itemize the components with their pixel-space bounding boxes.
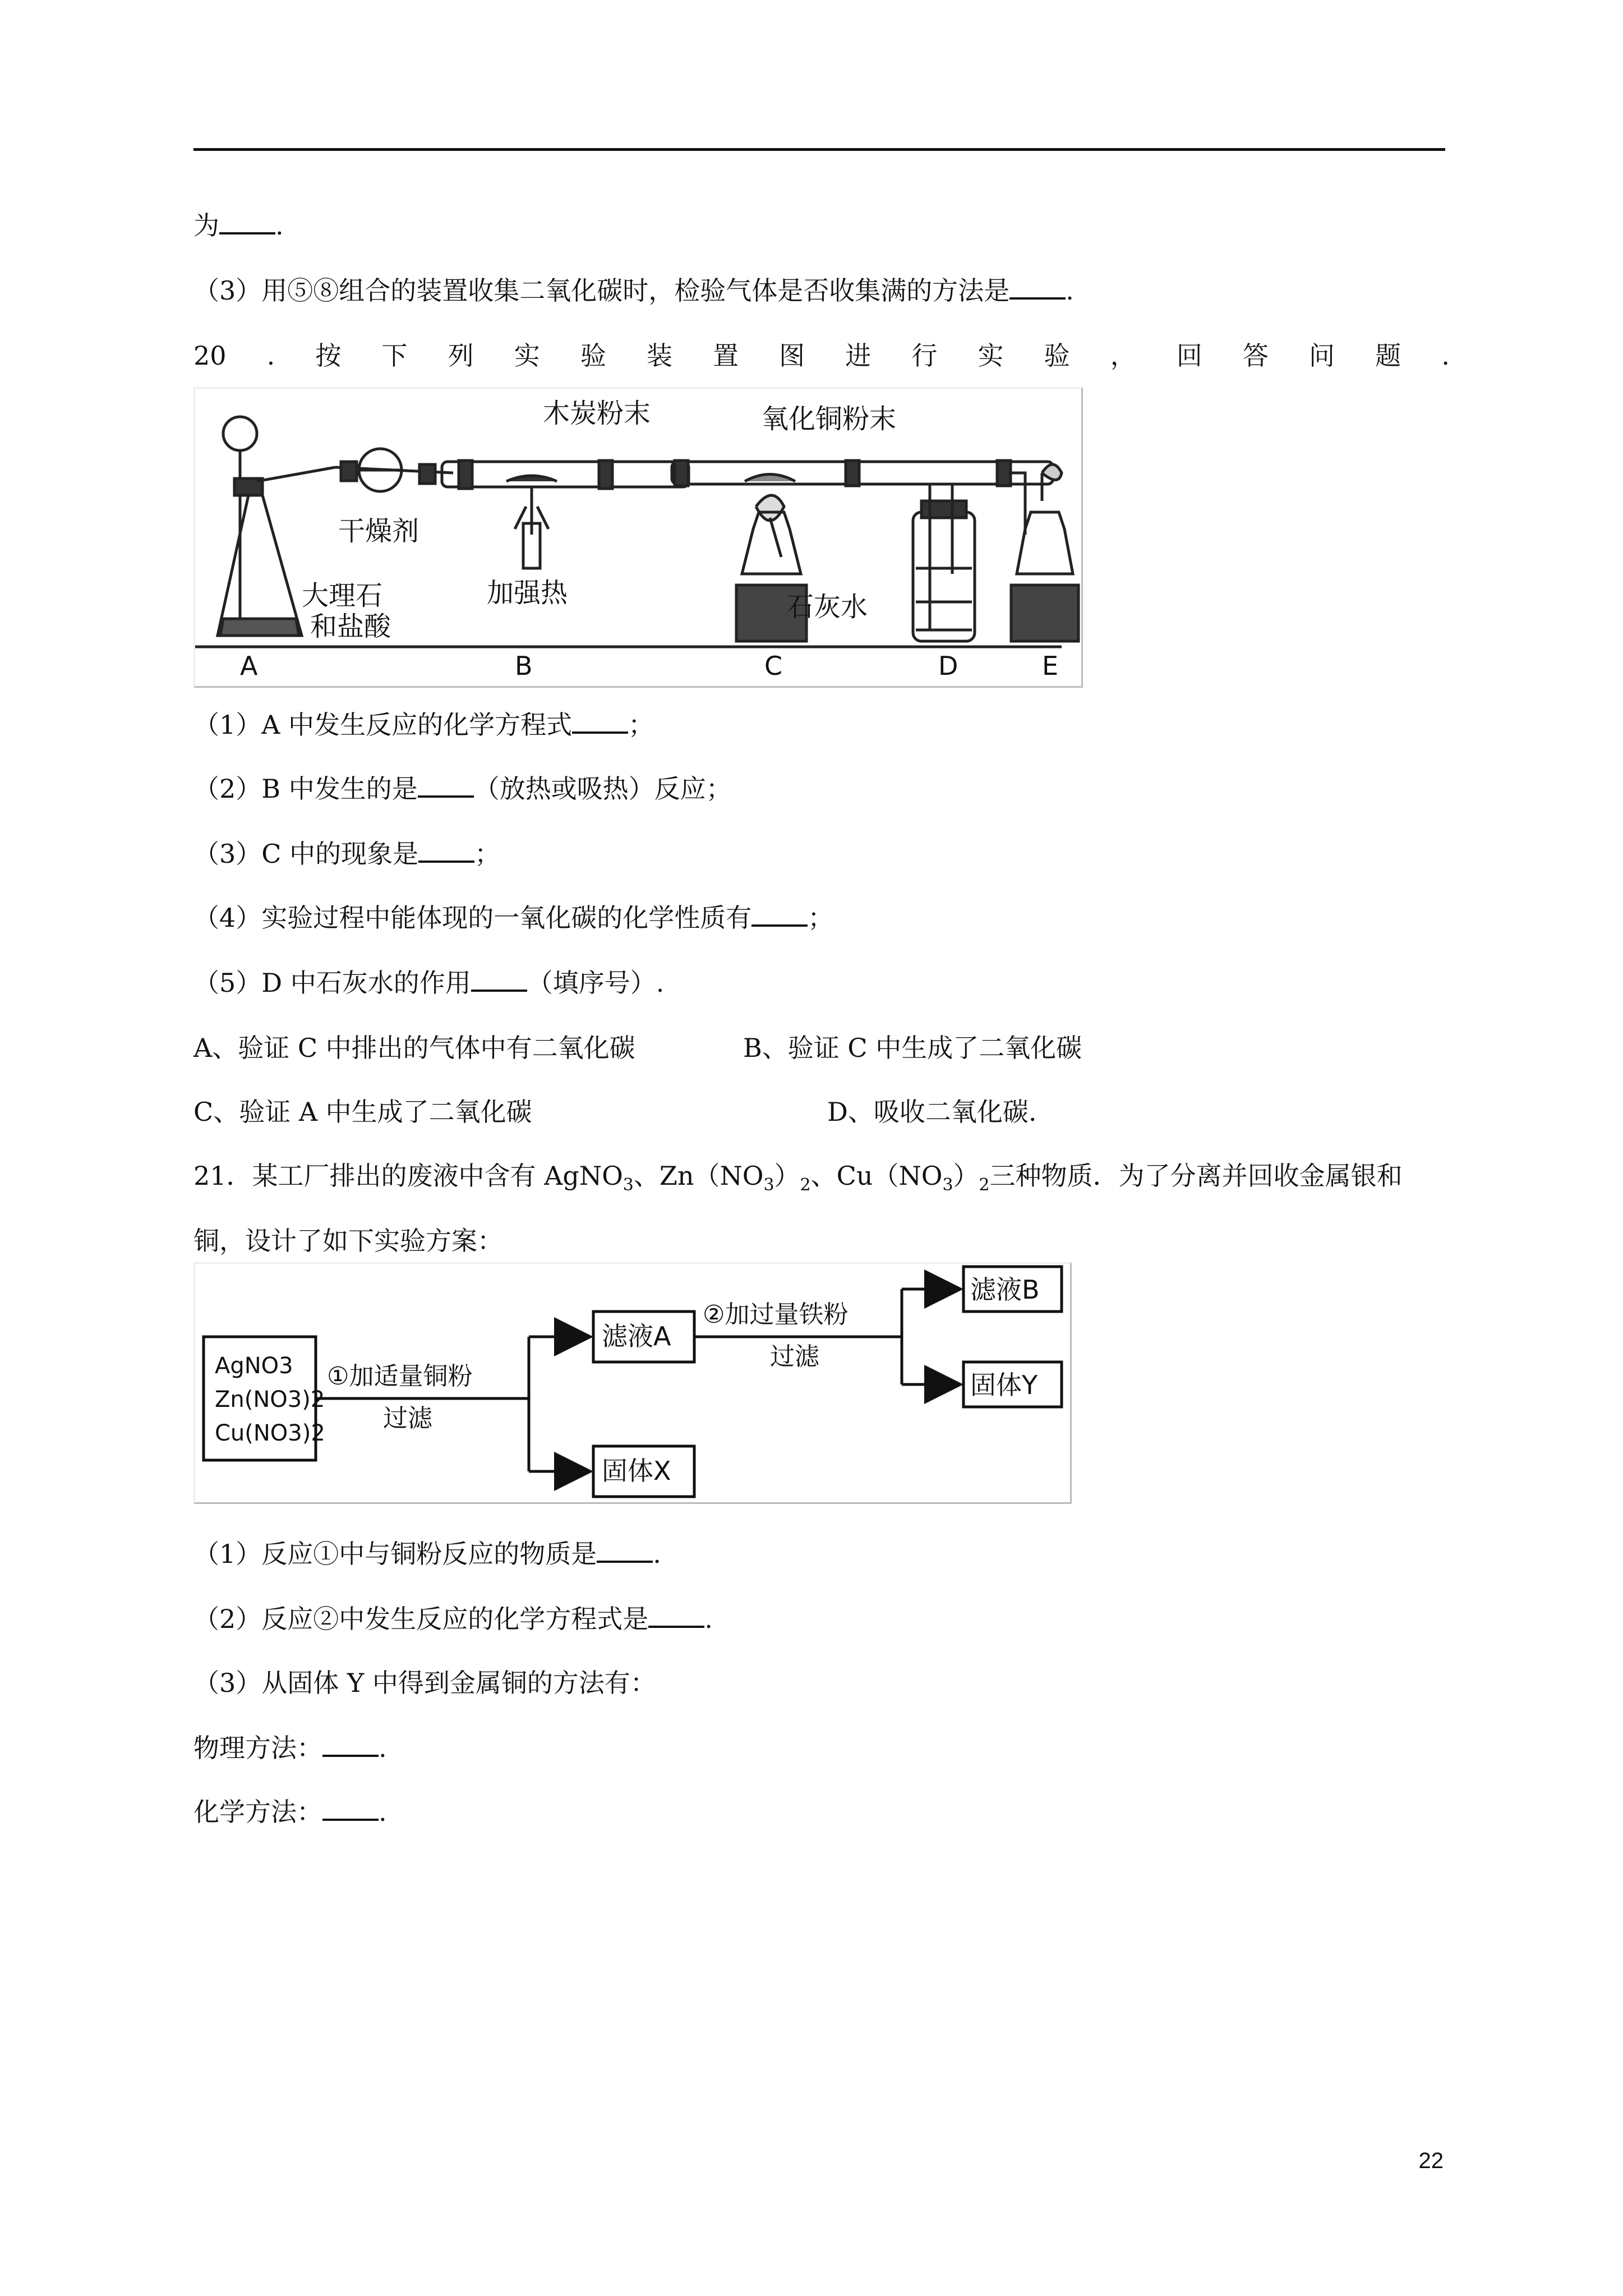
q21-text-a: 21．某工厂排出的废液中含有 AgNO bbox=[193, 1161, 623, 1191]
q20-sub5-end: （填序号）. bbox=[527, 968, 665, 998]
chemical-method-label: 化学方法： bbox=[193, 1797, 322, 1827]
answer-blank[interactable] bbox=[322, 1734, 379, 1757]
filtrate-b-label: 滤液B bbox=[970, 1274, 1040, 1305]
physical-method-label: 物理方法： bbox=[193, 1733, 322, 1763]
q20-sub2 bbox=[193, 772, 732, 806]
q20-sub3-text: （3）C 中的现象是 bbox=[193, 839, 419, 869]
q21-sub2-end: . bbox=[704, 1604, 713, 1634]
source-zn: Zn(NO3)2 bbox=[215, 1387, 325, 1412]
q20-stem-char: 答 bbox=[1242, 341, 1269, 371]
q20-stem-char: 回 bbox=[1176, 341, 1202, 371]
subscript: 2 bbox=[800, 1175, 811, 1195]
q20-apparatus-figure bbox=[193, 387, 1083, 688]
answer-blank[interactable] bbox=[418, 840, 474, 863]
answer-blank[interactable] bbox=[322, 1798, 379, 1821]
q20-option-c: C、验证 A 中生成了二氧化碳 bbox=[193, 1097, 532, 1127]
answer-blank[interactable] bbox=[418, 775, 474, 798]
step1-label: ①加适量铜粉 bbox=[327, 1362, 473, 1391]
subscript: 3 bbox=[942, 1175, 953, 1195]
label-heat: 加强热 bbox=[487, 577, 568, 609]
q20-sub2-text: （2）B 中发生的是 bbox=[193, 774, 418, 804]
q20-stem-char: . bbox=[266, 341, 275, 371]
q20-stem-char: 图 bbox=[779, 341, 805, 371]
q20-stem-char: 验 bbox=[1044, 341, 1070, 371]
q21-chemical-method bbox=[193, 1795, 387, 1829]
step2-label: ②加过量铁粉 bbox=[703, 1300, 849, 1329]
q20-stem-char: 问 bbox=[1309, 341, 1335, 371]
q20-sub3-end: ； bbox=[474, 839, 501, 869]
q20-sub4 bbox=[193, 901, 833, 935]
q20-sub1-text: （1）A 中发生反应的化学方程式 bbox=[193, 710, 573, 740]
q20-stem-char: 行 bbox=[911, 341, 938, 371]
q20-sub1 bbox=[193, 708, 654, 742]
q20-sub5-text: （5）D 中石灰水的作用 bbox=[193, 968, 471, 998]
q20-stem-char: ， bbox=[1110, 341, 1136, 371]
answer-blank[interactable] bbox=[597, 1540, 653, 1563]
chemical-method-end: . bbox=[379, 1797, 387, 1827]
q20-stem bbox=[193, 339, 1450, 372]
subscript: 2 bbox=[979, 1175, 990, 1195]
q21-sub1-end: . bbox=[653, 1539, 661, 1569]
q21-line1 bbox=[193, 1159, 1403, 1202]
source-agno3: AgNO3 bbox=[215, 1353, 293, 1379]
q20-option-d: D、吸收二氧化碳. bbox=[827, 1097, 1037, 1127]
answer-blank[interactable] bbox=[572, 711, 628, 734]
letter-b: B bbox=[515, 651, 533, 681]
q20-stem-char: 按 bbox=[315, 341, 342, 371]
physical-method-end: . bbox=[379, 1733, 387, 1763]
solid-x-label: 固体X bbox=[602, 1456, 671, 1486]
answer-blank[interactable] bbox=[471, 969, 527, 992]
q20-stem-char: 题 bbox=[1375, 341, 1401, 371]
tube-b bbox=[442, 461, 689, 568]
q20-option-b: B、验证 C 中生成了二氧化碳 bbox=[743, 1033, 1082, 1063]
q21-sub3: （3）从固体 Y 中得到金属铜的方法有： bbox=[193, 1668, 656, 1698]
letter-c: C bbox=[764, 651, 783, 681]
label-charcoal: 木炭粉末 bbox=[543, 398, 651, 429]
answer-blank[interactable] bbox=[751, 904, 808, 927]
step1-filter: 过滤 bbox=[383, 1404, 432, 1433]
letter-a: A bbox=[240, 651, 258, 681]
q20-stem-char: 列 bbox=[448, 341, 474, 371]
q19-line2-text: （3）用⑤⑧组合的装置收集二氧化碳时，检验气体是否收集满的方法是 bbox=[193, 275, 1010, 306]
burner-e bbox=[1011, 464, 1078, 641]
q21-flow-figure bbox=[193, 1262, 1072, 1504]
step2-filter: 过滤 bbox=[770, 1342, 819, 1371]
q20-sub2-end: （放热或吸热）反应； bbox=[473, 774, 732, 804]
q20-stem-char: 验 bbox=[580, 341, 606, 371]
label-limewater: 石灰水 bbox=[787, 591, 868, 623]
q20-stem-char: 下 bbox=[381, 341, 408, 371]
label-desiccant: 干燥剂 bbox=[338, 516, 419, 547]
q20-stem-char: 实 bbox=[514, 341, 540, 371]
q21-sub2-text: （2）反应②中发生反应的化学方程式是 bbox=[193, 1604, 649, 1634]
q21-sub1-text: （1）反应①中与铜粉反应的物质是 bbox=[193, 1539, 597, 1569]
q19-line1-end: . bbox=[275, 210, 284, 241]
filtrate-a-label: 滤液A bbox=[602, 1321, 671, 1351]
q19-line2 bbox=[193, 274, 1074, 307]
q21-text-c: ） bbox=[774, 1161, 800, 1191]
q21-text-d: 、Cu（NO bbox=[810, 1161, 943, 1191]
label-hcl: 和盐酸 bbox=[310, 611, 391, 642]
answer-blank[interactable] bbox=[219, 212, 275, 234]
q20-stem-char: 20 bbox=[193, 341, 227, 371]
drying-tube bbox=[335, 449, 453, 491]
q21-sub2 bbox=[193, 1602, 713, 1636]
q20-sub3 bbox=[193, 837, 500, 871]
subscript: 3 bbox=[623, 1175, 634, 1195]
label-marble: 大理石 bbox=[302, 580, 383, 611]
q20-stem-char: 实 bbox=[978, 341, 1004, 371]
q20-stem-char: 进 bbox=[845, 341, 872, 371]
q20-sub4-text: （4）实验过程中能体现的一氧化碳的化学性质有 bbox=[193, 903, 752, 933]
source-cu: Cu(NO3)2 bbox=[215, 1420, 325, 1446]
solid-y-label: 固体Y bbox=[970, 1370, 1038, 1400]
answer-blank[interactable] bbox=[1009, 277, 1066, 300]
q20-sub5 bbox=[193, 966, 664, 1000]
q21-sub1 bbox=[193, 1537, 661, 1571]
letter-e: E bbox=[1042, 651, 1059, 681]
q19-line2-end: . bbox=[1066, 275, 1074, 306]
q19-line1 bbox=[193, 209, 284, 242]
q21-text-f: 三种物质．为了分离并回收金属银和 bbox=[989, 1161, 1403, 1191]
flow-diagram bbox=[195, 1264, 1070, 1502]
q21-text-b: 、Zn（NO bbox=[633, 1161, 764, 1191]
apparatus-diagram bbox=[195, 389, 1081, 686]
page-number: 22 bbox=[1418, 2148, 1444, 2173]
q21-physical-method bbox=[193, 1731, 387, 1765]
letter-d: D bbox=[938, 651, 958, 681]
q20-sub4-end: ； bbox=[808, 903, 834, 933]
q19-line1-text: 为 bbox=[193, 210, 219, 241]
answer-blank[interactable] bbox=[648, 1605, 704, 1628]
q21-line2: 铜，设计了如下实验方案： bbox=[193, 1226, 503, 1256]
header-rule bbox=[193, 148, 1445, 151]
q20-stem-char: 装 bbox=[646, 341, 672, 371]
q21-text-e: ） bbox=[953, 1161, 979, 1191]
q20-option-a: A、验证 C 中排出的气体中有二氧化碳 bbox=[193, 1033, 635, 1063]
q20-sub1-end: ； bbox=[628, 710, 654, 740]
q20-stem-char: 置 bbox=[713, 341, 739, 371]
subscript: 3 bbox=[763, 1175, 774, 1195]
label-cuo: 氧化铜粉末 bbox=[762, 403, 897, 435]
q20-stem-char: . bbox=[1441, 341, 1450, 371]
